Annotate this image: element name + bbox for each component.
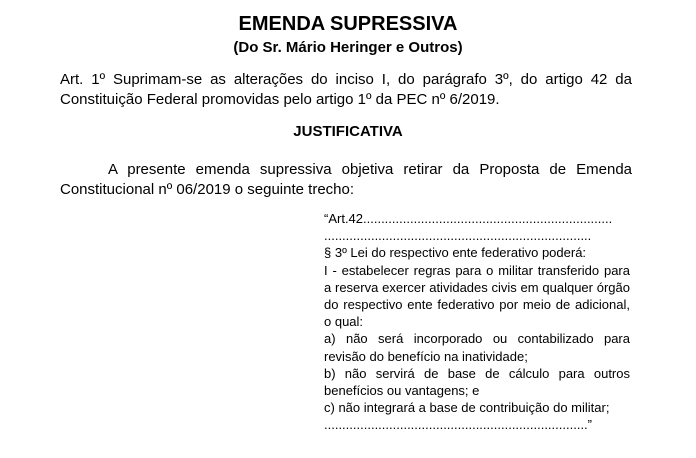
quote-paragraph-3: § 3º Lei do respectivo ente federativo poderá:: [324, 245, 587, 261]
quoted-excerpt: [324, 210, 630, 434]
quote-item-a: a) não será incorporado ou contabilizado para revisão do benefício na inatividade;: [324, 331, 630, 364]
quote-item-b: b) não servirá de base de cálculo para outros benefícios ou vantagens; e: [324, 365, 630, 399]
document-subtitle: (Do Sr. Mário Heringer e Outros): [233, 39, 463, 56]
quote-article-line: “Art.42.....................................................................: [324, 211, 613, 226]
quote-item-c: c) não integrará a base de contribuição do militar;: [324, 400, 610, 416]
justification-paragraph: A presente emenda supressiva objetiva retirar da Proposta de Emenda Constitucional nº 06/2019 o seguinte trecho:: [60, 161, 632, 198]
quote-closing-line: .........................................................................”: [324, 417, 592, 433]
quote-item-i: I - estabelecer regras para o militar transferido para a reserva exercer atividades civis em qualquer órgão do respectivo ente federativo por meio de adicional, o qual:: [324, 262, 630, 330]
document-title: EMENDA SUPRESSIVA: [238, 13, 458, 35]
quote-ellipsis-line: ..........................................................................: [324, 228, 592, 244]
justification-heading: JUSTIFICATIVA: [293, 123, 403, 140]
article-text: Art. 1º Suprimam-se as alterações do inciso I, do parágrafo 3º, do artigo 42 da Constituição Federal promovidas pelo artigo 1º da PEC nº 6/2019.: [60, 71, 632, 108]
